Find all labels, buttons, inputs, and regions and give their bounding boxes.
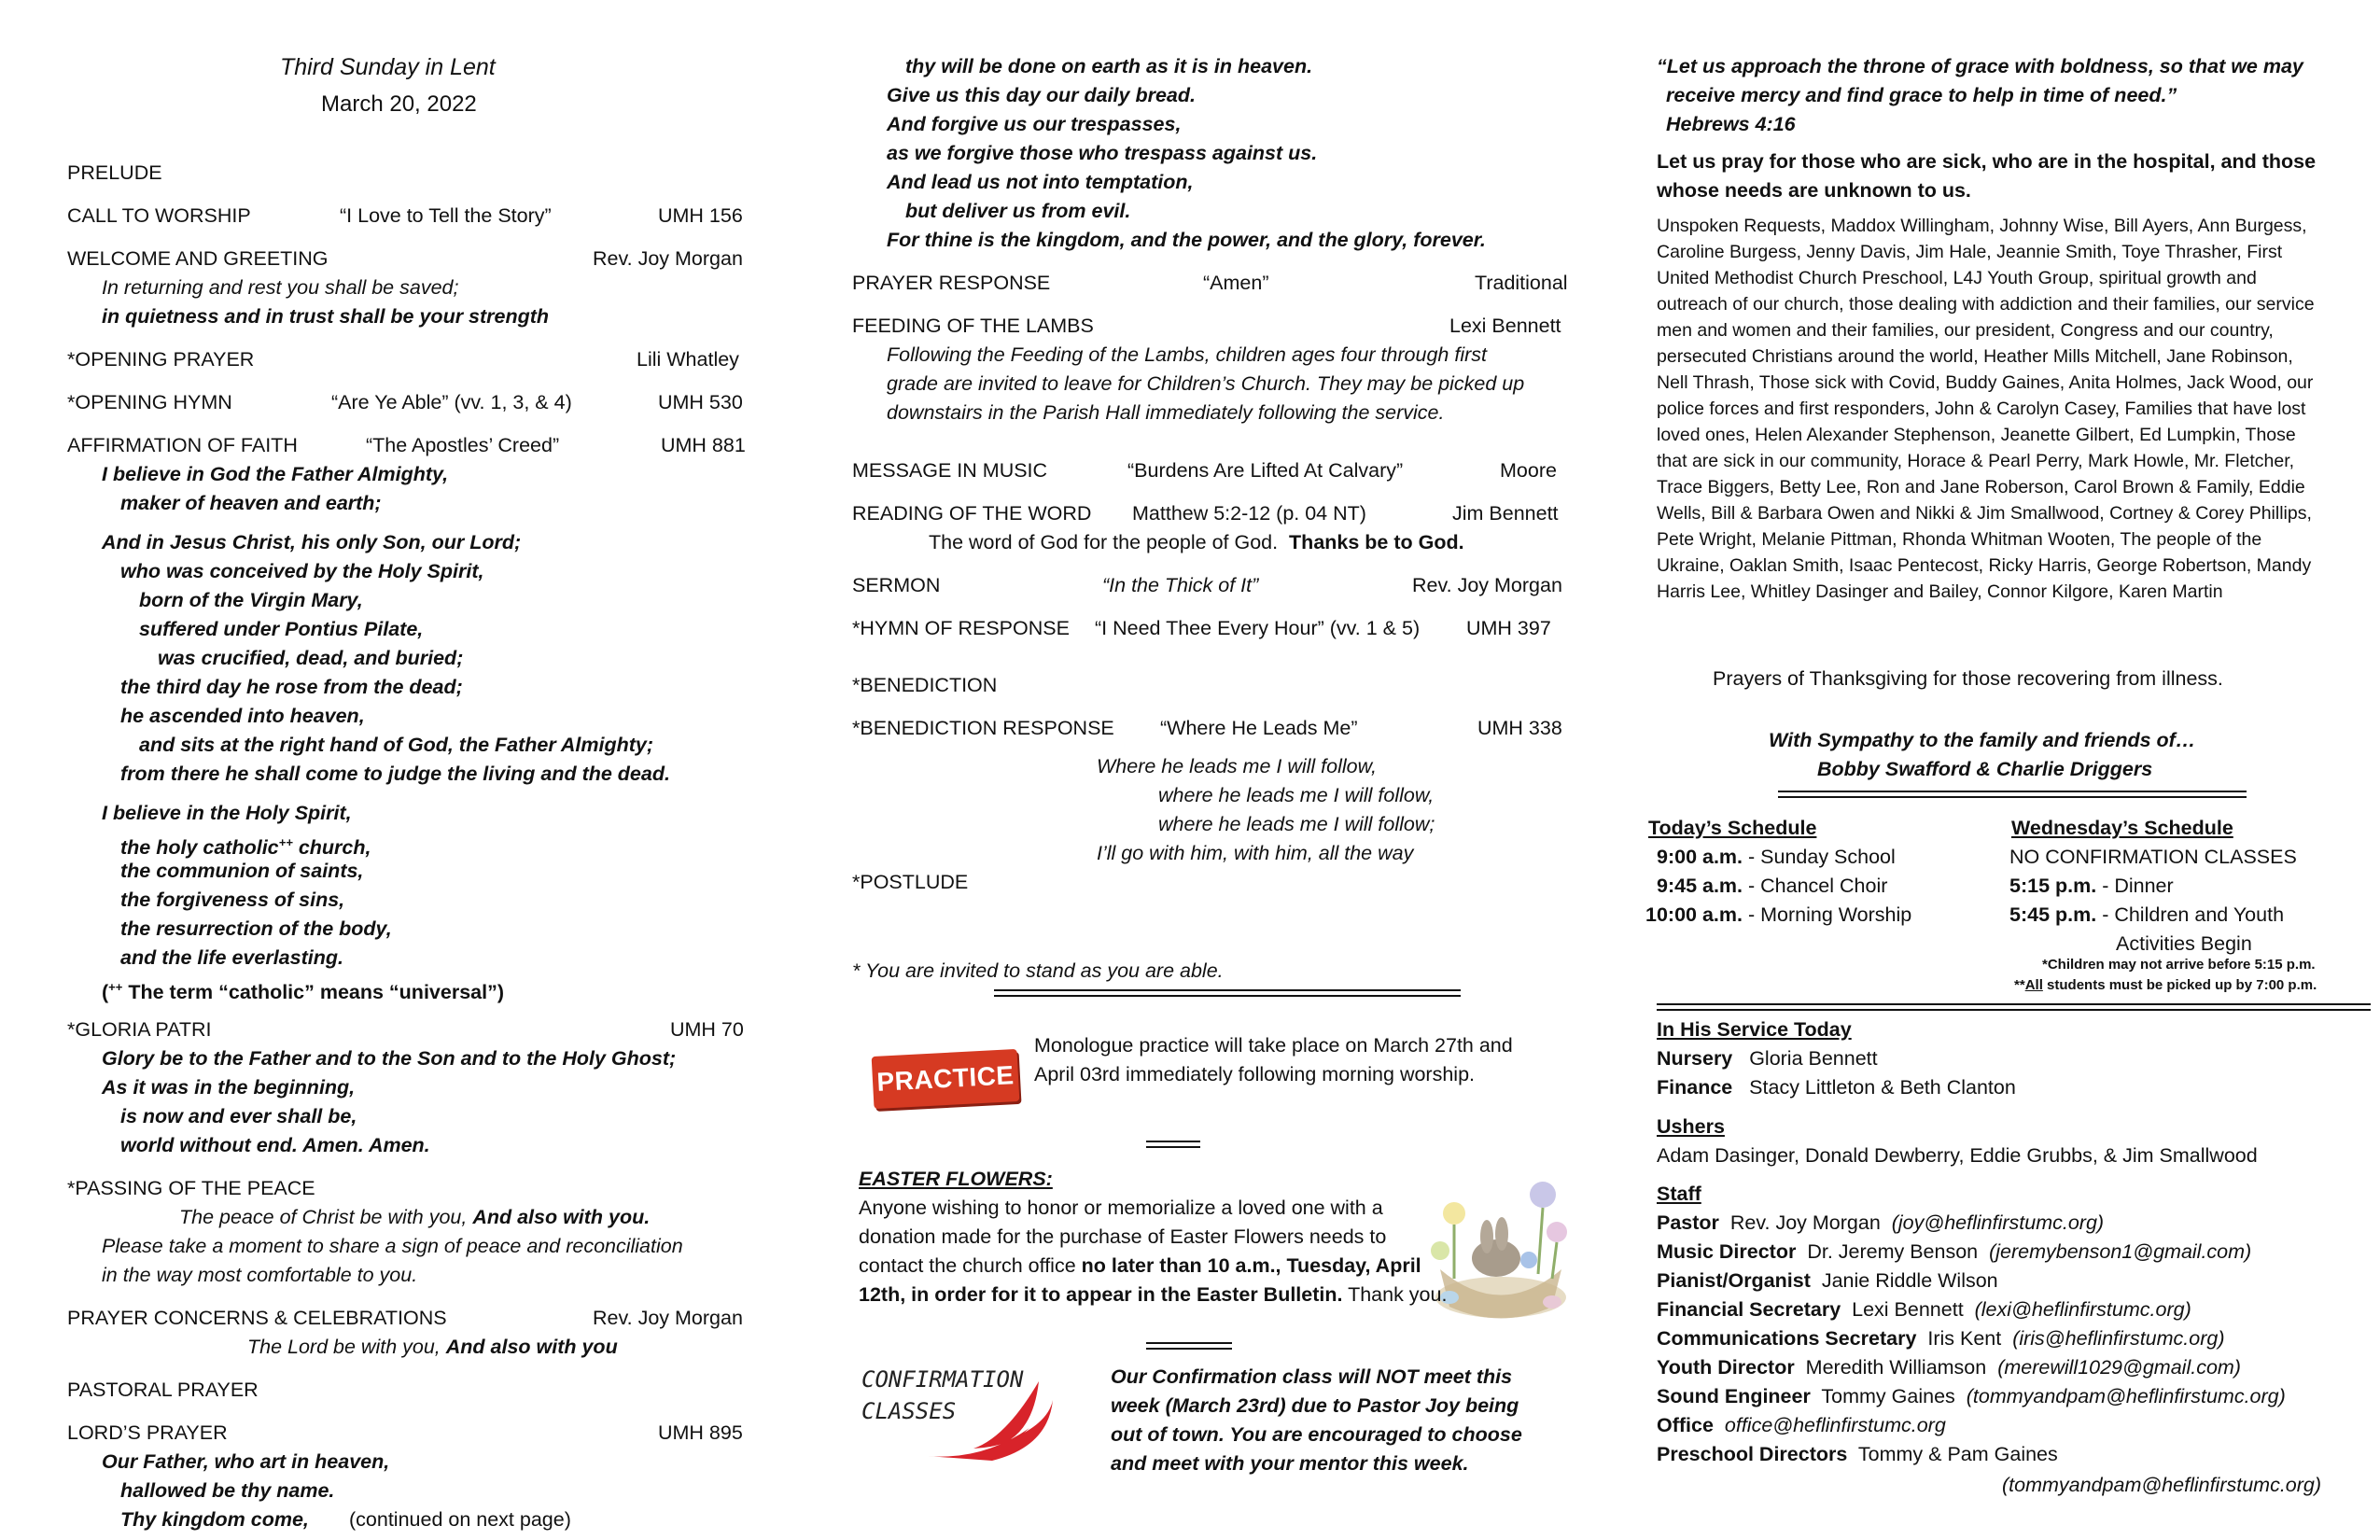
creed-line: I believe in the Holy Spirit, [102,802,352,824]
staff-name: Rev. Joy Morgan [1729,1211,1881,1234]
gloria-line: As it was in the beginning, [102,1076,356,1099]
wednesday-schedule-heading: Wednesday’s Schedule [2011,817,2233,839]
schedule-event: - Sunday School [1748,846,1896,868]
benediction-response-ref: UMH 338 [1477,717,1562,739]
staff-name: Janie Riddle Wilson [1821,1269,1998,1292]
lords-prayer-line: Thy kingdom come, [120,1508,309,1531]
note-emphasis: All [2024,977,2043,993]
creed-line: church, [298,836,371,860]
wednesday-note-1: *Children may not arrive before 5:15 p.m. [2042,957,2316,973]
sympathy-names: Bobby Swafford & Charlie Driggers [1817,758,2153,780]
creed-line: suffered under Pontius Pilate, [139,618,424,640]
peace-line-3: in the way most comfortable to you. [102,1264,418,1286]
lords-prayer-line: Give us this day our daily bread. [887,84,1196,106]
confirmation-logo-line-2: CLASSES [861,1398,957,1424]
schedule-row [2009,872,2174,901]
creed-line: was crucified, dead, and buried; [158,647,464,669]
scripture-quote-ref: Hebrews 4:16 [1666,113,1796,135]
staff-row [1657,1440,2058,1469]
staff-role: Preschool Directors [1657,1443,1848,1465]
practice-badge-text: PRACTICE [875,1060,1015,1097]
creed-line: the forgiveness of sins, [120,889,345,911]
catholic-footnote: (++ The term “catholic” means “universal”) [102,980,504,1004]
schedule-row [1645,901,1911,930]
confirmation-text: Our Confirmation class will NOT meet this week (March 23rd) due to Pastor Joy being out of town. You are encouraged to choose and meet with your mentor this week. [1111,1365,1522,1475]
no-confirmation-note: NO CONFIRMATION CLASSES [2009,846,2297,868]
ushers-heading: Ushers [1657,1115,1725,1138]
divider [994,989,1461,997]
prayer-response-label: PRAYER RESPONSE [852,272,1051,294]
creed-line: who was conceived by the Holy Spirit, [120,560,484,582]
practice-text: Monologue practice will take place on March 27th and April 03rd immediately following morning worship. [1034,1034,1513,1085]
service-heading: In His Service Today [1657,1018,1852,1041]
postlude-label: *POSTLUDE [852,871,969,893]
hymn-response-label: *HYMN OF RESPONSE [852,617,1070,639]
creed-line: the communion of saints, [120,860,364,882]
call-to-worship-hymn: “I Love to Tell the Story” [340,204,552,227]
staff-row [1657,1267,1998,1295]
staff-role: Music Director [1657,1240,1797,1263]
ushers-list: Adam Dasinger, Donald Dewberry, Eddie Grubbs, & Jim Smallwood [1657,1144,2258,1167]
lords-prayer-label: LORD’S PRAYER [67,1421,228,1444]
creed-line: he ascended into heaven, [120,705,365,727]
schedule-row [1657,872,1887,901]
nursery-row [1657,1044,1878,1073]
opening-prayer-label: *OPENING PRAYER [67,348,255,371]
schedule-event: - Children and Youth [2102,903,2285,926]
gloria-line: is now and ever shall be, [120,1105,357,1127]
peace-line-2: Please take a moment to share a sign of peace and reconciliation [102,1235,683,1257]
finance-row [1657,1073,2016,1102]
service-date: March 20, 2022 [321,91,477,117]
staff-email: (jeremybenson1@gmail.com) [1989,1240,2252,1263]
staff-name: Lexi Bennett [1852,1298,1964,1321]
lords-prayer-line: thy will be done on earth as it is in heaven. [905,55,1313,77]
concerns-call: The Lord be with you, [247,1336,441,1358]
lords-prayer-ref: UMH 895 [658,1421,743,1444]
lords-prayer-line: And forgive us our trespasses, [887,113,1182,135]
pastoral-prayer-label: PASTORAL PRAYER [67,1379,259,1401]
benediction-response-title: “Where He Leads Me” [1160,717,1358,739]
benediction-label: *BENEDICTION [852,674,998,696]
divider [1146,1342,1232,1350]
reading-label: READING OF THE WORD [852,502,1092,525]
stand-note: * You are invited to stand as you are able. [852,959,1224,982]
easter-flowers-deadline: no later than 10 a.m., Tuesday, April 12th, in order for it to appear in the Easter Bulletin. [859,1254,1421,1306]
hymn-response-ref: UMH 397 [1466,617,1551,639]
staff-name: Dr. Jeremy Benson [1807,1240,1979,1263]
affirmation-title: “The Apostles’ Creed” [366,434,560,456]
creed-line: the resurrection of the body, [120,917,392,940]
welcome-line-1: In returning and rest you shall be saved; [102,276,459,299]
staff-role: Sound Engineer [1657,1385,1811,1407]
staff-email: office@heflinfirstumc.org [1724,1414,1946,1436]
schedule-event: - Morning Worship [1747,903,1912,926]
staff-role: Pianist/Organist [1657,1269,1811,1292]
music-label: MESSAGE IN MUSIC [852,459,1048,482]
wednesday-note-2 [2014,976,2317,995]
call-to-worship-ref: UMH 156 [658,204,743,227]
peace-label: *PASSING OF THE PEACE [67,1177,315,1199]
opening-hymn-ref: UMH 530 [658,391,743,413]
divider [1778,791,2247,798]
creed-line: born of the Virgin Mary, [139,589,363,611]
staff-email: (iris@heflinfirstumc.org) [2012,1327,2225,1350]
creed-line: the holy catholic [120,836,279,860]
lords-prayer-line: hallowed be thy name. [120,1479,335,1502]
welcome-label: WELCOME AND GREETING [67,247,329,270]
concerns-line [247,1333,618,1362]
welcome-line-2: in quietness and in trust shall be your strength [102,305,550,328]
opening-prayer-leader: Lili Whatley [637,348,739,371]
reading-reader: Jim Bennett [1452,502,1559,525]
staff-name: Tommy & Pam Gaines [1857,1443,2058,1465]
staff-role: Office [1657,1414,1714,1436]
staff-row [1657,1411,1946,1440]
prayer-concerns-leader: Rev. Joy Morgan [593,1307,743,1329]
peace-line-1 [179,1203,650,1232]
schedule-event: - Dinner [2102,875,2174,897]
schedule-time: 5:45 p.m. [2009,903,2097,926]
staff-role: Pastor [1657,1211,1719,1234]
note-text: students must be picked up by 7:00 p.m. [2042,977,2317,993]
finance-label: Finance [1657,1076,1733,1099]
feeding-text-line: downstairs in the Parish Hall immediately following the service. [887,401,1445,424]
creed-line: and the life everlasting. [120,946,343,969]
staff-email: (merewill1029@gmail.com) [1997,1356,2241,1379]
divider [1657,1003,2371,1011]
prayer-list: Unspoken Requests, Maddox Willingham, Johnny Wise, Bill Ayers, Ann Burgess, Caroline Burgess, Jenny Davis, Jim Hale, Jeannie Smith, Toye Thrasher, First United Methodist Church Preschool, L4J Youth Group, spiritual growth and outreach of our church, those dealing with addiction and their families, our service men and women and their families, our president, Congress and our country, persecuted Christians around the world, Heather Mills Mitchell, Jane Robinson, Nell Thrash, Those sick with Covid, Buddy Gaines, Anita Holmes, Jack Wood, our police forces and first responders, John & Carolyn Casey, Families that have lost loved ones, Helen Alexander Stephenson, Jeanette Gilbert, Ed Lumpkin, Those that are sick in our community, Horace & Pearl Perry, Mark Howle, Mr. Fletcher, Trace Biggers, Betty Lee, Ron and Jane Roberson, Carol Brown & Family, Eddie Wells, Bill & Barbara Owen and Nikki & Jim Smallwood, Cortney & Corey Phillips, Pete Wright, Melanie Pittman, Rhonda Whitman Wooten, The people of the Ukraine, Oaklan Smith, Isaac Pentecost, Ricky Harris, George Robertson, Mandy Harris Lee, Whitley Dasinger and Bailey, Connor Kilgore, Karen Martin [1657,216,2315,602]
staff-row [1657,1238,2251,1267]
prayer-heading: Let us pray for those who are sick, who are in the hospital, and those whose needs are unknown to us. [1657,150,2317,202]
call-to-worship-label: CALL TO WORSHIP [67,204,251,227]
preschool-email: (tommyandpam@heflinfirstumc.org) [2002,1474,2322,1496]
staff-name: Meredith Williamson [1805,1356,1987,1379]
easter-flowers-text [859,1194,1456,1309]
reading-response: Thanks be to God. [1289,531,1464,553]
easter-flowers-thanks: Thank you. [1348,1283,1448,1306]
schedule-time: 5:15 p.m. [2009,875,2097,897]
thanksgiving-note: Prayers of Thanksgiving for those recovering from illness. [1713,667,2223,690]
confirmation-logo-line-1: CONFIRMATION [861,1366,1024,1393]
divider [1146,1141,1200,1148]
affirmation-label: AFFIRMATION OF FAITH [67,434,298,456]
benediction-line: I’ll go with him, with him, all the way [1097,842,1414,864]
opening-hymn-title: “Are Ye Able” (vv. 1, 3, & 4) [331,391,572,413]
sermon-preacher: Rev. Joy Morgan [1412,574,1562,596]
schedule-row [1657,843,1896,872]
affirmation-ref: UMH 881 [661,434,746,456]
easter-flowers-intro: Anyone wishing to honor or memorialize a loved one with a donation made for the purchase of Easter Flowers needs to contact the church office [859,1197,1387,1277]
confirmation-classes-logo [861,1363,1057,1465]
catholic-footnote-text: The term “catholic” means “universal”) [128,981,504,1004]
gloria-label: *GLORIA PATRI [67,1018,212,1041]
nursery-label: Nursery [1657,1047,1733,1070]
scripture-quote-line-1: “Let us approach the throne of grace with boldness, so that we may [1657,55,2303,77]
prayer-concerns-label: PRAYER CONCERNS & CELEBRATIONS [67,1307,447,1329]
creed-catholic-line: the holy catholic++ church, [120,835,371,860]
prelude-label: PRELUDE [67,161,162,184]
peace-response: And also with you. [472,1206,651,1228]
page-title: Third Sunday in Lent [280,54,496,80]
opening-hymn-label: *OPENING HYMN [67,391,232,413]
nursery-name: Gloria Bennett [1749,1047,1878,1070]
feeding-text-line: Following the Feeding of the Lambs, children ages four through first [887,343,1487,366]
music-composer: Moore [1500,459,1557,482]
staff-heading: Staff [1657,1183,1701,1205]
benediction-response-label: *BENEDICTION RESPONSE [852,717,1114,739]
lords-prayer-line: For thine is the kingdom, and the power, and the glory, forever. [887,229,1486,251]
schedule-row [2009,901,2284,930]
staff-role: Financial Secretary [1657,1298,1841,1321]
schedule-time: 9:45 a.m. [1657,875,1743,897]
gloria-line: world without end. Amen. Amen. [120,1134,430,1156]
staff-row [1657,1382,2286,1411]
feeding-label: FEEDING OF THE LAMBS [852,315,1094,337]
benediction-line: where he leads me I will follow; [1158,813,1435,835]
finance-name: Stacy Littleton & Beth Clanton [1749,1076,2016,1099]
staff-email: (lexi@heflinfirstumc.org) [1974,1298,2191,1321]
flame-icon [917,1372,1057,1465]
lords-prayer-line: but deliver us from evil. [905,200,1131,222]
schedule-time: 10:00 a.m. [1645,903,1743,926]
today-schedule-heading: Today’s Schedule [1648,817,1817,839]
reading-response-line [929,528,1464,557]
gloria-line: Glory be to the Father and to the Son and to the Holy Ghost; [102,1047,677,1070]
sermon-label: SERMON [852,574,941,596]
gloria-ref: UMH 70 [670,1018,744,1041]
sermon-title: “In the Thick of It” [1102,574,1259,596]
lords-prayer-line: Our Father, who art in heaven, [102,1450,390,1473]
scripture-quote-line-2: receive mercy and find grace to help in time of need.” [1666,84,2177,106]
staff-row [1657,1324,2225,1353]
staff-email: (joy@heflinfirstumc.org) [1891,1211,2105,1234]
staff-email: (tommyandpam@heflinfirstumc.org) [1966,1385,2286,1407]
staff-row [1657,1295,2191,1324]
benediction-line: Where he leads me I will follow, [1097,755,1377,777]
reading-scripture: Matthew 5:2-12 (p. 04 NT) [1132,502,1366,525]
creed-line: And in Jesus Christ, his only Son, our Lord; [102,531,522,553]
prayer-response-ref: Traditional [1475,272,1568,294]
hymn-response-title: “I Need Thee Every Hour” (vv. 1 & 5) [1095,617,1421,639]
note-asterisks: ** [2014,977,2025,993]
music-title: “Burdens Are Lifted At Calvary” [1127,459,1404,482]
staff-row [1657,1353,2241,1382]
staff-role: Youth Director [1657,1356,1795,1379]
creed-line: from there he shall come to judge the living and the dead. [120,763,670,785]
sympathy-line-1: With Sympathy to the family and friends of… [1769,729,2196,751]
easter-flowers-title: EASTER FLOWERS: [859,1168,1053,1190]
schedule-event: - Chancel Choir [1748,875,1888,897]
feeding-text-line: grade are invited to leave for Children’s Church. They may be picked up [887,372,1525,395]
creed-line: the third day he rose from the dead; [120,676,463,698]
practice-badge [872,1049,1020,1109]
prayer-response-title: “Amen” [1203,272,1269,294]
staff-name: Tommy Gaines [1821,1385,1955,1407]
lords-prayer-line: And lead us not into temptation, [887,171,1194,193]
benediction-line: where he leads me I will follow, [1158,784,1435,806]
schedule-time: 9:00 a.m. [1657,846,1743,868]
peace-call: The peace of Christ be with you, [179,1206,468,1228]
reading-call: The word of God for the people of God. [929,531,1279,553]
schedule-event-cont: Activities Begin [2116,932,2252,955]
creed-line: maker of heaven and earth; [120,492,382,514]
staff-role: Communications Secretary [1657,1327,1917,1350]
concerns-response: And also with you [445,1336,618,1358]
staff-name: Iris Kent [1927,1327,2002,1350]
staff-row [1657,1209,2104,1238]
continued-note: (continued on next page) [349,1508,571,1531]
welcome-leader: Rev. Joy Morgan [593,247,743,270]
lords-prayer-line: as we forgive those who trespass against us. [887,142,1318,164]
feeding-leader: Lexi Bennett [1449,315,1561,337]
creed-line: I believe in God the Father Almighty, [102,463,449,485]
creed-line: and sits at the right hand of God, the Father Almighty; [139,734,654,756]
